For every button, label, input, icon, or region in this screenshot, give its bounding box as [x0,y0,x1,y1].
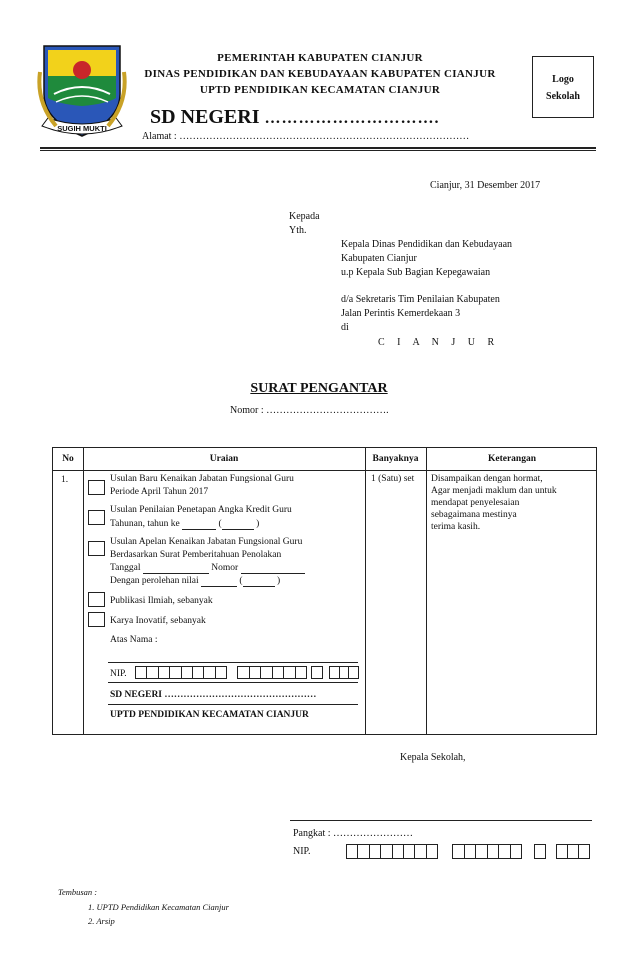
tembusan-item: 1. UPTD Pendidikan Kecamatan Cianjur [88,902,229,912]
column-header-uraian: Uraian [209,454,239,464]
header-government: PEMERINTAH KABUPATEN CIANJUR [217,52,423,64]
recipient-line: Kabupaten Cianjur [341,253,417,264]
table-header-divider [53,470,596,471]
signature-role: Kepala Sekolah, [400,752,466,763]
school-name-label: SD NEGERI [150,106,260,128]
paren-close: ) [256,519,260,529]
recipient-line: u.p Kepala Sub Bagian Kepegawaian [341,267,491,278]
column-header-keterangan: Keterangan [487,454,537,464]
cover-letter-table [52,447,597,735]
signature-nip-box-tmt[interactable] [452,844,522,859]
recipient-line: Kepala Dinas Pendidikan dan Kebudayaan [341,239,513,250]
nomor-blank[interactable] [241,564,305,574]
nip-box-sequence[interactable] [329,666,359,679]
school-name-dots: …………………………. [264,110,440,127]
item-publikasi: Publikasi Ilmiah, sebanyak [110,596,213,606]
nip-box-tmt[interactable] [237,666,307,679]
row-number: 1. [61,475,69,485]
atas-nama-label: Atas Nama : [110,635,158,645]
svg-text:SUGIH MUKTI: SUGIH MUKTI [57,124,107,133]
checkbox-karya-inovatif[interactable] [88,612,105,627]
tanggal-blank[interactable] [143,564,209,574]
regency-emblem [36,42,128,142]
sd-underline [108,704,358,705]
nilai-blank[interactable] [201,577,237,587]
recipient-line: d/a Sekretaris Tim Penilaian Kabupaten [341,294,500,305]
tembusan-label: Tembusan : [58,887,98,897]
checkbox-usulan-apelan[interactable] [88,541,105,556]
signature-nip-box-birthdate[interactable] [346,844,438,859]
logo-label: Logo [552,74,574,85]
table-divider [83,448,84,734]
nip-label: NIP. [110,669,127,679]
tahun-ke-words-blank[interactable] [222,520,254,530]
item-karya: Karya Inovatif, sebanyak [110,616,206,626]
paren-close: ) [276,576,281,586]
recipient-line: di [341,322,349,333]
letter-number: Nomor : ………………………………. [230,405,389,416]
item-apelan-line3 [110,562,305,574]
tembusan-item: 2. Arsip [88,916,115,926]
checkbox-usulan-penilaian[interactable] [88,510,105,525]
name-underline [108,662,358,663]
letterhead-rule-thin [40,150,596,151]
nip-box-birthdate[interactable] [135,666,227,679]
nilai-words-blank[interactable] [243,577,275,587]
column-header-banyaknya: Banyaknya [372,454,419,464]
signature-nip-label: NIP. [293,846,311,857]
nilai-label: Dengan perolehan nilai [110,576,199,586]
header-uptd: UPTD PENDIDIKAN KECAMATAN CIANJUR [199,84,441,96]
tanggal-label: Tanggal [110,563,141,573]
signature-nip-box-sequence[interactable] [556,844,590,859]
sd-negeri-line: SD NEGERI ………………………………………… [110,690,317,700]
item-kenaikan-line2: Periode April Tahun 2017 [110,487,209,497]
table-divider [426,448,427,734]
table-divider [365,448,366,734]
column-header-no: No [62,454,74,464]
tahun-ke-blank[interactable] [182,520,216,530]
kepada-label: Kepada [289,211,320,222]
banyaknya-value: 1 (Satu) set [371,474,415,484]
item-penilaian-tahun-label: Tahunan, tahun ke [110,519,180,529]
item-apelan-line2: Berdasarkan Surat Pemberitahuan Penolakan [110,550,282,560]
item-kenaikan-line1: Usulan Baru Kenaikan Jabatan Fungsional Guru [110,474,294,484]
pangkat-field: Pangkat : …………………… [293,828,413,839]
checkbox-usulan-kenaikan[interactable] [88,480,105,495]
keterangan-line: sebagaimana mestinya [431,510,517,520]
letterhead-rule-thick [40,147,596,149]
keterangan-line: Disampaikan dengan hormat, [431,474,543,484]
signature-line [290,820,592,821]
keterangan-line: Agar menjadi maklum dan untuk [431,486,557,496]
item-apelan-line4 [110,575,280,587]
item-apelan-line1: Usulan Apelan Kenaikan Jabatan Fungsional Guru [110,537,303,547]
yth-label: Yth. [289,225,307,236]
keterangan-line: mendapat penyelesaian [431,498,520,508]
item-penilaian-line2 [110,518,259,530]
recipient-line: Jalan Perintis Kemerdekaan 3 [341,308,461,319]
item-penilaian-line1: Usulan Penilaian Penetapan Angka Kredit Guru [110,505,292,515]
school-name [150,106,439,129]
header-department: DINAS PENDIDIKAN DAN KEBUDAYAAN KABUPATEN CIANJUR [144,68,496,80]
keterangan-line: terima kasih. [431,522,481,532]
recipient-city: C I A N J U R [378,337,500,348]
letter-date: Cianjur, 31 Desember 2017 [430,180,541,191]
paren-open: ( [218,519,222,529]
document-title: SURAT PENGANTAR [250,381,388,396]
school-address: Alamat : …………………………………………………………………………… [142,131,470,142]
checkbox-publikasi-ilmiah[interactable] [88,592,105,607]
paren-open: ( [239,576,243,586]
nip-underline [108,682,358,683]
signature-nip-box-gender[interactable] [534,844,546,859]
school-logo-placeholder [532,56,594,118]
logo-sublabel: Sekolah [546,91,580,102]
uptd-line: UPTD PENDIDIKAN KECAMATAN CIANJUR [110,710,309,720]
nip-box-gender[interactable] [311,666,323,679]
nomor-label: Nomor [211,563,239,573]
